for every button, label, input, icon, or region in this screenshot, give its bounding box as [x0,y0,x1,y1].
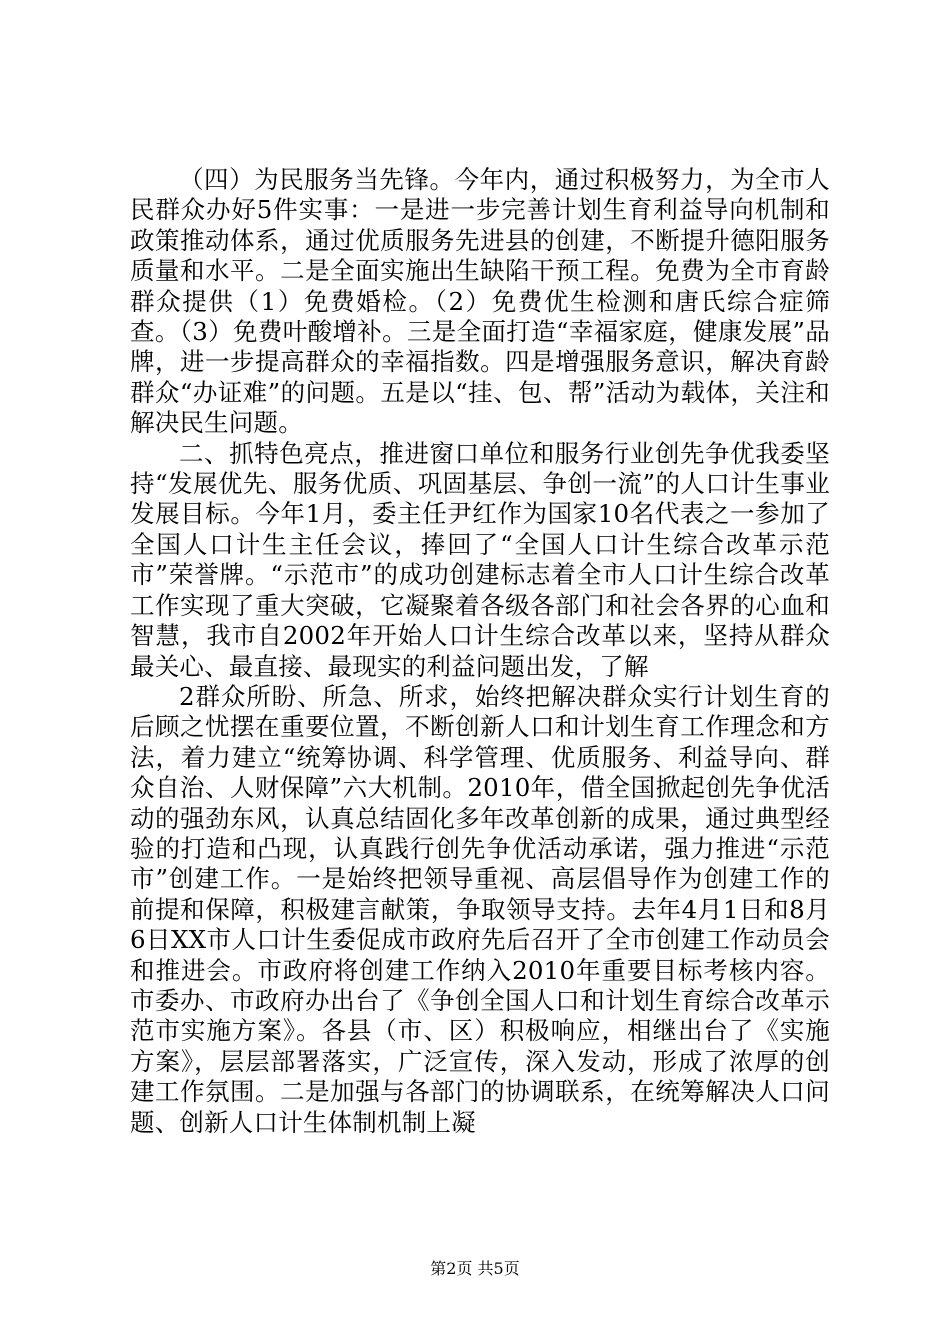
page-footer [0,1256,950,1279]
paragraph-service-pioneer: （四）为民服务当先锋。今年内，通过积极努力，为全市人民群众办好5件实事：一是进一步完善计划生育利益导向机制和政策推动体系，通过优质服务先进县的创建，不断提升德阳服务质量和水平。二是全面实施出生缺陷干预工程。免费为全市育龄群众提供（1）免费婚检。（2）免费优生检测和唐氏综合症筛查。（3）免费叶酸增补。三是全面打造“幸福家庭，健康发展”品牌，进一步提高群众的幸福指数。四是增强服务意识，解决育龄群众“办证难”的问题。五是以“挂、包、帮”活动为载体，关注和解决民生问题。 [130,165,830,438]
paragraph-mechanisms: 2群众所盼、所急、所求，始终把解决群众实行计划生育的后顾之忧摆在重要位置，不断创新人口和计划生育工作理念和方法，着力建立“统筹协调、科学管理、优质服务、利益导向、群众自治、人财保障”六大机制。2010年，借全国掀起创先争优活动的强劲东风，认真总结固化多年改革创新的成果，通过典型经验的打造和凸现，认真践行创先争优活动承诺，强力推进“示范市”创建工作。一是始终把领导重视、高层倡导作为创建工作的前提和保障，积极建言献策，争取领导支持。去年4月1日和8月6日XX市人口计生委促成市政府先后召开了全市创建工作动员会和推进会。市政府将创建工作纳入2010年重要目标考核内容。市委办、市政府办出台了《争创全国人口和计划生育综合改革示范市实施方案》。各县（市、区）积极响应，相继出台了《实施方案》，层层部署落实，广泛宣传，深入发动，形成了浓厚的创建工作氛围。二是加强与各部门的协调联系，在统筹解决人口问题、创新人口计生体制机制上凝 [130,681,830,1137]
page-number: 第2页 共5页 [430,1259,520,1278]
document-body [130,165,830,1138]
paragraph-featured-highlights: 二、抓特色亮点，推进窗口单位和服务行业创先争优我委坚持“发展优先、服务优质、巩固基层、争创一流”的人口计生事业发展目标。今年1月，委主任尹红作为国家10名代表之一参加了全国人口计生主任会议，捧回了“全国人口计生综合改革示范市”荣誉牌。“示范市”的成功创建标志着全市人口计生综合改革工作实现了重大突破，它凝聚着各级各部门和社会各界的心血和智慧，我市自2002年开始人口计生综合改革以来，坚持从群众最关心、最直接、最现实的利益问题出发，了解 [130,438,830,681]
